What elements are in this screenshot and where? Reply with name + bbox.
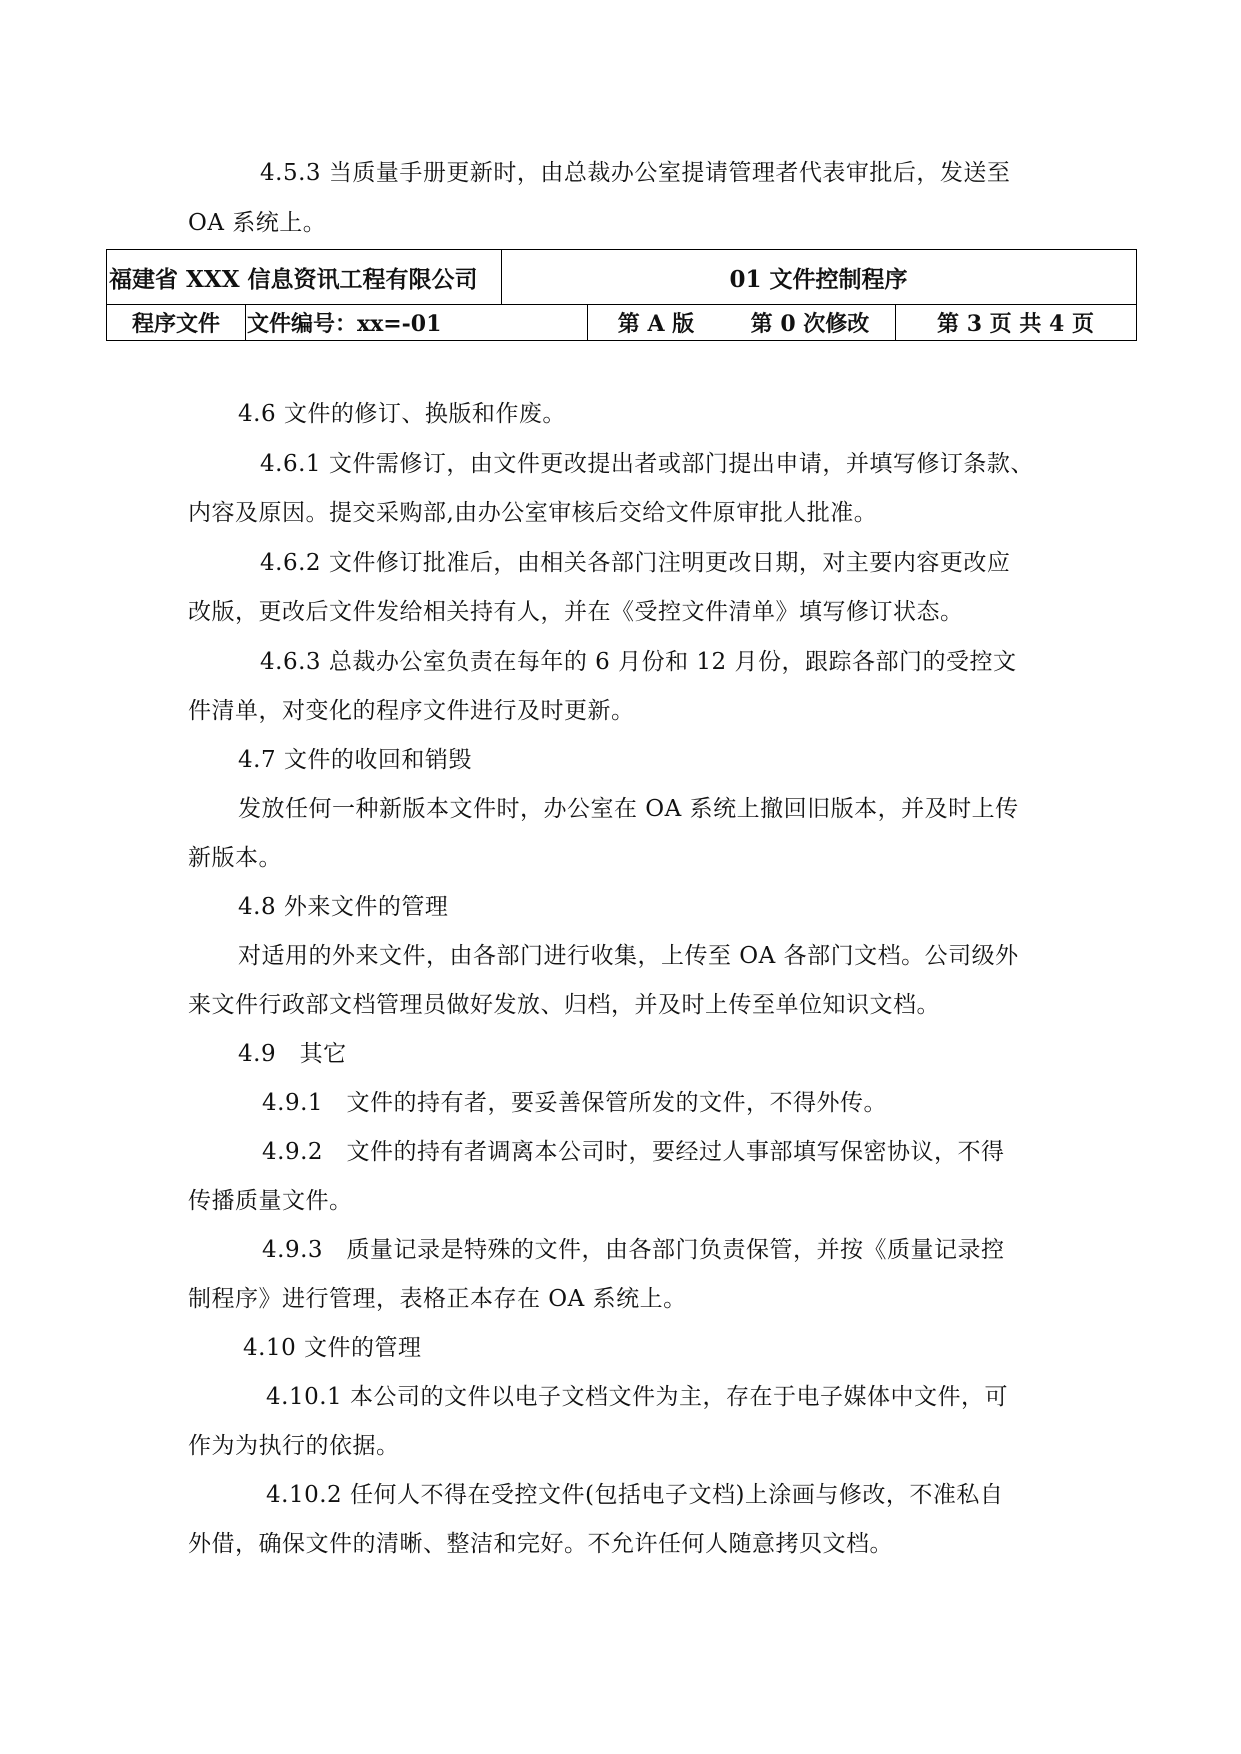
document-header-table (106, 249, 1137, 341)
edition: 第 A 版 (617, 311, 695, 337)
clause-4-6-3-line2: 件清单，对变化的程序文件进行及时更新。 (188, 698, 635, 724)
clause-4-9-3-line2: 制程序》进行管理，表格正本存在 OA 系统上。 (188, 1286, 687, 1312)
section-4-8-paragraph-line2: 来文件行政部文档管理员做好发放、归档，并及时上传至单位知识文档。 (188, 992, 940, 1018)
clause-4-6-2-line2: 改版，更改后文件发给相关持有人，并在《受控文件清单》填写修订状态。 (188, 599, 964, 625)
header-row-2 (107, 305, 1136, 340)
clause-4-9-3-line1: 4.9.3 质量记录是特殊的文件，由各部门负责保管，并按《质量记录控 (262, 1237, 1005, 1263)
section-4-9-heading: 4.9 其它 (238, 1041, 347, 1067)
section-4-7-paragraph-line2: 新版本。 (188, 845, 282, 871)
section-4-7-heading: 4.7 文件的收回和销毁 (238, 747, 472, 773)
document-number: 文件编号：xx=-01 (247, 311, 442, 337)
clause-4-9-2-line2: 传播质量文件。 (188, 1188, 353, 1214)
clause-4-6-1-line2: 内容及原因。提交采购部,由办公室审核后交给文件原审批人批准。 (188, 500, 878, 526)
clause-4-9-1: 4.9.1 文件的持有者，要妥善保管所发的文件，不得外传。 (262, 1090, 888, 1116)
section-4-8-heading: 4.8 外来文件的管理 (238, 894, 449, 920)
section-4-6-heading: 4.6 文件的修订、换版和作废。 (238, 401, 566, 427)
document-title: 01 文件控制程序 (729, 265, 908, 293)
clause-4-6-1-line1: 4.6.1 文件需修订，由文件更改提出者或部门提出申请，并填写修订条款、 (260, 451, 1034, 477)
clause-4-5-3-line2: OA 系统上。 (188, 210, 327, 236)
document-type: 程序文件 (131, 311, 220, 337)
page-info: 第 3 页 共 4 页 (937, 311, 1094, 337)
clause-4-6-3-line1: 4.6.3 总裁办公室负责在每年的 6 月份和 12 月份，跟踪各部门的受控文 (260, 649, 1017, 675)
clause-4-10-1-line1: 4.10.1 本公司的文件以电子文档文件为主，存在于电子媒体中文件，可 (266, 1384, 1008, 1410)
section-4-8-paragraph-line1: 对适用的外来文件，由各部门进行收集，上传至 OA 各部门文档。公司级外 (238, 943, 1019, 969)
clause-4-10-1-line2: 作为为执行的依据。 (188, 1433, 400, 1459)
header-row-1 (107, 250, 1136, 305)
revision: 第 0 次修改 (750, 311, 870, 337)
clause-4-5-3-line1: 4.5.3 当质量手册更新时，由总裁办公室提请管理者代表审批后，发送至 (260, 160, 1011, 186)
clause-4-6-2-line1: 4.6.2 文件修订批准后，由相关各部门注明更改日期，对主要内容更改应 (260, 550, 1011, 576)
section-4-7-paragraph-line1: 发放任何一种新版本文件时，办公室在 OA 系统上撤回旧版本，并及时上传 (238, 796, 1019, 822)
company-name: 福建省 XXX 信息资讯工程有限公司 (109, 265, 478, 293)
clause-4-9-2-line1: 4.9.2 文件的持有者调离本公司时，要经过人事部填写保密协议，不得 (262, 1139, 1005, 1165)
header-divider (245, 305, 246, 340)
section-4-10-heading: 4.10 文件的管理 (243, 1335, 422, 1361)
clause-4-10-2-line1: 4.10.2 任何人不得在受控文件(包括电子文档)上涂画与修改，不准私自 (266, 1482, 1004, 1508)
clause-4-10-2-line2: 外借，确保文件的清晰、整洁和完好。不允许任何人随意拷贝文档。 (188, 1531, 893, 1557)
